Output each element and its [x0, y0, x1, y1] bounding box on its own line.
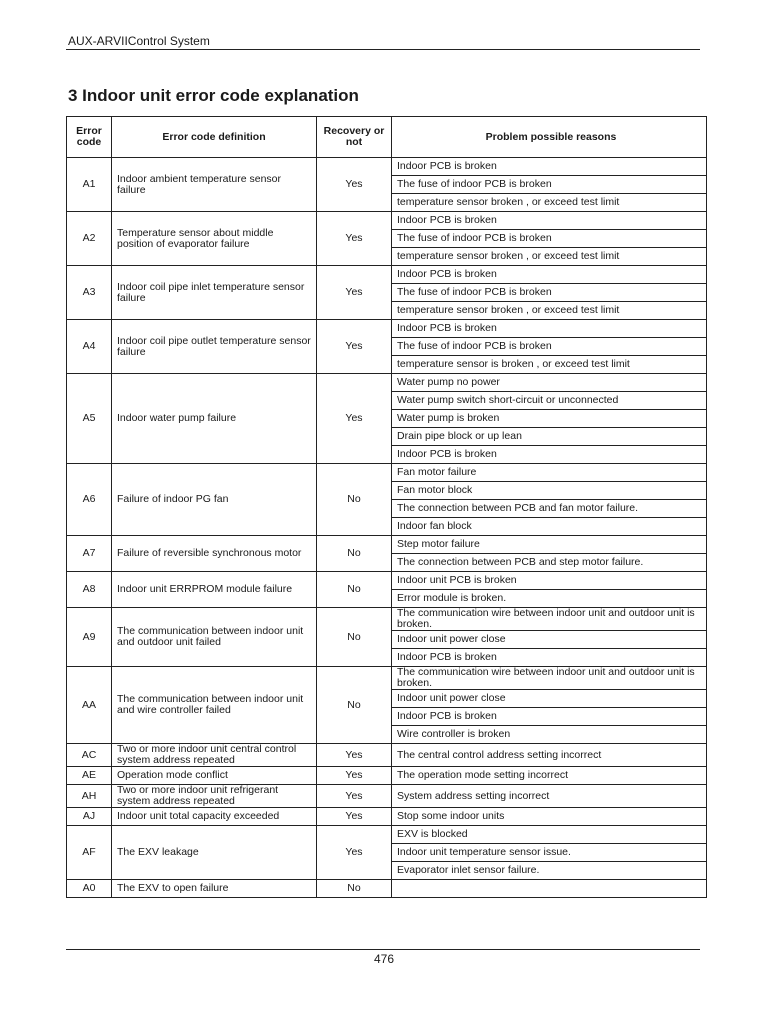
error-definition-cell: Indoor water pump failure: [112, 374, 317, 464]
problem-reason-cell: The operation mode setting incorrect: [392, 767, 707, 785]
error-code-cell: A4: [67, 320, 112, 374]
problem-reason-cell: Wire controller is broken: [392, 726, 707, 744]
problem-reason-cell: Evaporator inlet sensor failure.: [392, 862, 707, 880]
error-code-cell: AA: [67, 667, 112, 744]
footer-divider: [66, 949, 700, 950]
problem-reason-cell: Indoor unit temperature sensor issue.: [392, 844, 707, 862]
error-code-cell: A5: [67, 374, 112, 464]
table-row: [67, 667, 707, 690]
problem-reason-cell: [392, 880, 707, 898]
error-definition-cell: Indoor coil pipe outlet temperature sensor failure: [112, 320, 317, 374]
section-title: 3 Indoor unit error code explanation: [68, 86, 359, 105]
problem-reason-cell: System address setting incorrect: [392, 785, 707, 808]
problem-reason-cell: Indoor unit PCB is broken: [392, 572, 707, 590]
error-code-cell: A2: [67, 212, 112, 266]
error-definition-cell: Indoor unit total capacity exceeded: [112, 808, 317, 826]
recovery-cell: No: [317, 667, 392, 744]
table-row: [67, 785, 707, 808]
problem-reason-cell: temperature sensor broken , or exceed test limit: [392, 194, 707, 212]
error-code-cell: AH: [67, 785, 112, 808]
problem-reason-cell: Indoor PCB is broken: [392, 158, 707, 176]
error-definition-cell: Temperature sensor about middle position of evaporator failure: [112, 212, 317, 266]
problem-reason-cell: The communication wire between indoor unit and outdoor unit is broken.: [392, 667, 707, 690]
error-definition-cell: Operation mode conflict: [112, 767, 317, 785]
problem-reason-cell: Indoor PCB is broken: [392, 212, 707, 230]
recovery-cell: Yes: [317, 212, 392, 266]
table-row: [67, 536, 707, 554]
recovery-cell: Yes: [317, 266, 392, 320]
problem-reason-cell: Indoor PCB is broken: [392, 446, 707, 464]
problem-reason-cell: EXV is blocked: [392, 826, 707, 844]
problem-reason-cell: temperature sensor broken , or exceed test limit: [392, 248, 707, 266]
error-definition-cell: Two or more indoor unit central control system address repeated: [112, 744, 317, 767]
problem-reason-cell: Step motor failure: [392, 536, 707, 554]
problem-reason-cell: Stop some indoor units: [392, 808, 707, 826]
table-row: [67, 608, 707, 631]
problem-reason-cell: Indoor PCB is broken: [392, 649, 707, 667]
table-row: [67, 767, 707, 785]
error-definition-cell: The communication between indoor unit and outdoor unit failed: [112, 608, 317, 667]
column-header-definition: Error code definition: [112, 117, 317, 158]
problem-reason-cell: The fuse of indoor PCB is broken: [392, 338, 707, 356]
problem-reason-cell: Drain pipe block or up lean: [392, 428, 707, 446]
problem-reason-cell: The fuse of indoor PCB is broken: [392, 230, 707, 248]
table-body: [67, 158, 707, 898]
error-definition-cell: Two or more indoor unit refrigerant system address repeated: [112, 785, 317, 808]
recovery-cell: No: [317, 572, 392, 608]
problem-reason-cell: Indoor unit power close: [392, 690, 707, 708]
problem-reason-cell: Indoor fan block: [392, 518, 707, 536]
error-code-cell: AJ: [67, 808, 112, 826]
error-code-cell: AE: [67, 767, 112, 785]
problem-reason-cell: Indoor PCB is broken: [392, 708, 707, 726]
error-code-cell: AF: [67, 826, 112, 880]
table-row: [67, 880, 707, 898]
recovery-cell: Yes: [317, 808, 392, 826]
table-row: [67, 808, 707, 826]
recovery-cell: No: [317, 880, 392, 898]
header-divider: [66, 49, 700, 50]
error-code-cell: A3: [67, 266, 112, 320]
page-number: 476: [373, 952, 395, 966]
error-definition-cell: Failure of reversible synchronous motor: [112, 536, 317, 572]
recovery-cell: Yes: [317, 320, 392, 374]
problem-reason-cell: temperature sensor is broken , or exceed test limit: [392, 356, 707, 374]
document-header: AUX-ARVIIControl System: [68, 34, 210, 48]
error-code-cell: A7: [67, 536, 112, 572]
recovery-cell: Yes: [317, 826, 392, 880]
problem-reason-cell: Water pump no power: [392, 374, 707, 392]
recovery-cell: Yes: [317, 374, 392, 464]
problem-reason-cell: Indoor unit power close: [392, 631, 707, 649]
error-definition-cell: The EXV leakage: [112, 826, 317, 880]
recovery-cell: Yes: [317, 785, 392, 808]
problem-reason-cell: Indoor PCB is broken: [392, 266, 707, 284]
problem-reason-cell: The connection between PCB and step motor failure.: [392, 554, 707, 572]
problem-reason-cell: Fan motor failure: [392, 464, 707, 482]
recovery-cell: No: [317, 536, 392, 572]
recovery-cell: Yes: [317, 767, 392, 785]
recovery-cell: Yes: [317, 158, 392, 212]
problem-reason-cell: temperature sensor broken , or exceed test limit: [392, 302, 707, 320]
error-code-cell: A9: [67, 608, 112, 667]
table-row: [67, 266, 707, 284]
error-code-cell: A6: [67, 464, 112, 536]
table-row: [67, 158, 707, 176]
problem-reason-cell: Error module is broken.: [392, 590, 707, 608]
recovery-cell: No: [317, 608, 392, 667]
table-row: [67, 212, 707, 230]
error-code-cell: AC: [67, 744, 112, 767]
error-code-cell: A8: [67, 572, 112, 608]
table-header-row: [67, 117, 707, 158]
problem-reason-cell: Indoor PCB is broken: [392, 320, 707, 338]
table-row: [67, 464, 707, 482]
column-header-code: Error code: [67, 117, 112, 158]
recovery-cell: Yes: [317, 744, 392, 767]
error-code-table: [66, 116, 707, 898]
error-definition-cell: Indoor unit ERRPROM module failure: [112, 572, 317, 608]
error-code-cell: A1: [67, 158, 112, 212]
problem-reason-cell: The communication wire between indoor unit and outdoor unit is broken.: [392, 608, 707, 631]
problem-reason-cell: The connection between PCB and fan motor failure.: [392, 500, 707, 518]
table-row: [67, 320, 707, 338]
error-definition-cell: Failure of indoor PG fan: [112, 464, 317, 536]
problem-reason-cell: Water pump is broken: [392, 410, 707, 428]
problem-reason-cell: The fuse of indoor PCB is broken: [392, 176, 707, 194]
error-code-cell: A0: [67, 880, 112, 898]
recovery-cell: No: [317, 464, 392, 536]
column-header-recovery: Recovery or not: [317, 117, 392, 158]
problem-reason-cell: The central control address setting incorrect: [392, 744, 707, 767]
table-row: [67, 572, 707, 590]
table-row: [67, 826, 707, 844]
error-definition-cell: The communication between indoor unit and wire controller failed: [112, 667, 317, 744]
error-definition-cell: Indoor ambient temperature sensor failure: [112, 158, 317, 212]
problem-reason-cell: The fuse of indoor PCB is broken: [392, 284, 707, 302]
error-definition-cell: Indoor coil pipe inlet temperature sensor failure: [112, 266, 317, 320]
column-header-reasons: Problem possible reasons: [392, 117, 707, 158]
error-definition-cell: The EXV to open failure: [112, 880, 317, 898]
problem-reason-cell: Fan motor block: [392, 482, 707, 500]
problem-reason-cell: Water pump switch short-circuit or unconnected: [392, 392, 707, 410]
table-row: [67, 374, 707, 392]
table-row: [67, 744, 707, 767]
